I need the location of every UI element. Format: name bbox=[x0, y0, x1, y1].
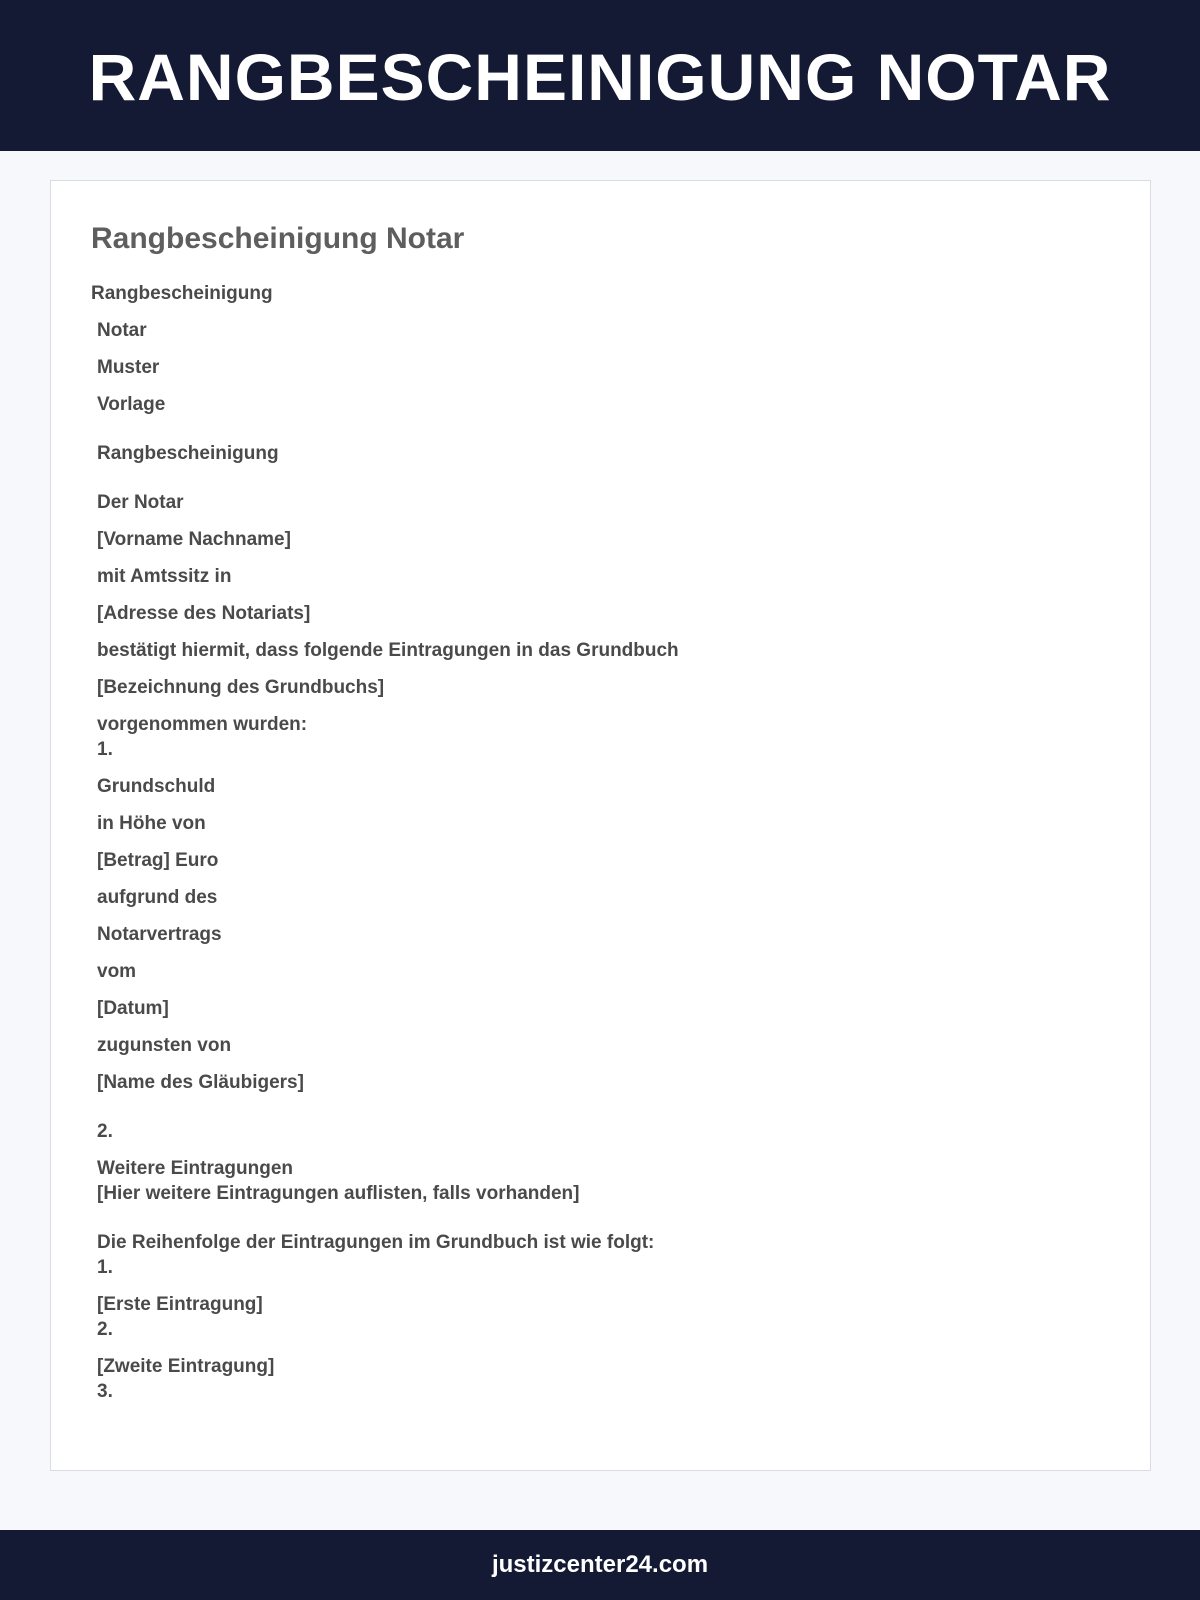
doc-line-placeholder: [Erste Eintragung] bbox=[97, 1294, 263, 1315]
doc-line: aufgrund des bbox=[97, 887, 218, 908]
doc-line-placeholder: [Vorname Nachname] bbox=[97, 529, 291, 550]
document-card bbox=[50, 180, 1151, 1471]
doc-line-placeholder: [Betrag] Euro bbox=[97, 850, 219, 871]
doc-line-placeholder: [Adresse des Notariats] bbox=[97, 603, 311, 624]
doc-line: vorgenommen wurden: bbox=[97, 714, 308, 735]
doc-line: Der Notar bbox=[97, 492, 184, 513]
doc-list-number: 2. bbox=[97, 1121, 113, 1142]
doc-line: Die Reihenfolge der Eintragungen im Grundbuch ist wie folgt: bbox=[97, 1232, 655, 1253]
doc-line: Notar bbox=[97, 320, 147, 341]
doc-line-heading: Rangbescheinigung bbox=[91, 283, 273, 304]
page-footer bbox=[0, 1530, 1200, 1600]
doc-line: Notarvertrags bbox=[97, 924, 222, 945]
doc-line: vom bbox=[97, 961, 137, 982]
doc-line: Grundschuld bbox=[97, 776, 216, 797]
doc-line: Vorlage bbox=[97, 394, 166, 415]
header-title: RANGBESCHEINIGUNG NOTAR bbox=[88, 39, 1112, 114]
doc-line-placeholder: [Zweite Eintragung] bbox=[97, 1356, 275, 1377]
doc-line: zugunsten von bbox=[97, 1035, 232, 1056]
doc-line-placeholder: [Name des Gläubigers] bbox=[97, 1072, 304, 1093]
footer-site-link[interactable]: justizcenter24.com bbox=[491, 1551, 709, 1578]
doc-line: Rangbescheinigung bbox=[97, 443, 279, 464]
doc-line-placeholder: [Bezeichnung des Grundbuchs] bbox=[97, 677, 385, 698]
doc-line: in Höhe von bbox=[97, 813, 206, 834]
doc-list-number: 1. bbox=[97, 739, 113, 760]
doc-line: Weitere Eintragungen bbox=[97, 1158, 294, 1179]
document-title: Rangbescheinigung Notar bbox=[91, 222, 465, 255]
doc-line-placeholder: [Hier weitere Eintragungen auflisten, falls vorhanden] bbox=[97, 1183, 580, 1204]
doc-line: bestätigt hiermit, dass folgende Eintragungen in das Grundbuch bbox=[97, 640, 679, 661]
doc-line-placeholder: [Datum] bbox=[97, 998, 169, 1019]
doc-list-number: 3. bbox=[97, 1381, 113, 1402]
doc-line: mit Amtssitz in bbox=[97, 566, 232, 587]
doc-list-number: 1. bbox=[97, 1257, 113, 1278]
doc-line: Muster bbox=[97, 357, 160, 378]
doc-list-number: 2. bbox=[97, 1319, 113, 1340]
page-header bbox=[0, 0, 1200, 151]
